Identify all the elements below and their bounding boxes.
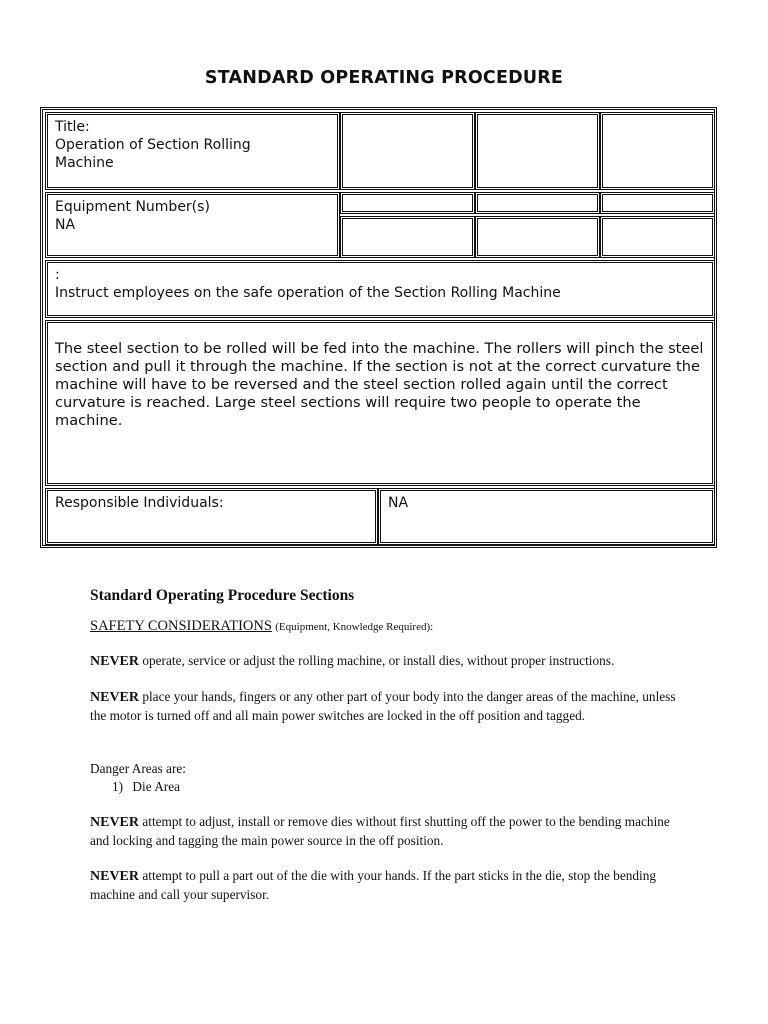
blank-cell-r1-c4 <box>600 112 715 190</box>
responsible-label: Responsible Individuals: <box>55 495 224 511</box>
purpose-cell <box>45 260 715 318</box>
never-item-2 <box>90 688 678 725</box>
blank-cell-r2a-c3 <box>475 192 600 214</box>
never-item-4 <box>90 867 678 904</box>
danger-list-item <box>90 778 690 796</box>
blank-cell-r2b-c3 <box>475 216 600 258</box>
blank-cell-r2b-c2 <box>340 216 475 258</box>
responsible-label-cell <box>45 488 378 545</box>
never-keyword: NEVER <box>90 654 140 669</box>
danger-areas <box>90 760 690 796</box>
never-item-1-text: operate, service or adjust the rolling machine, or install dies, without proper instructions. <box>142 653 615 668</box>
blank-cell-r2a-c2 <box>340 192 475 214</box>
title-line-2: Machine <box>55 155 114 171</box>
sections-heading: Standard Operating Procedure Sections <box>90 587 355 604</box>
document-title: STANDARD OPERATING PROCEDURE <box>204 68 564 88</box>
description-cell <box>45 320 715 486</box>
purpose-text: Instruct employees on the safe operation of the Section Rolling Machine <box>55 285 561 301</box>
title-cell <box>45 112 340 190</box>
blank-cell-r2a-c4 <box>600 192 715 214</box>
blank-cell-r1-c3 <box>475 112 600 190</box>
responsible-value: NA <box>388 495 409 511</box>
never-keyword: NEVER <box>90 690 140 705</box>
never-item-3 <box>90 813 678 850</box>
safety-considerations-label: SAFETY CONSIDERATIONS <box>90 618 272 634</box>
danger-list-number: 1) <box>112 779 124 794</box>
purpose-marker: : <box>55 267 60 283</box>
never-item-2-text: place your hands, fingers or any other part of your body into the danger areas of the machine, unless the motor is turned off and all main power switches are locked in the off position and tagged. <box>90 689 676 723</box>
equipment-label: Equipment Number(s) <box>55 199 210 215</box>
equipment-value: NA <box>55 217 76 233</box>
title-line-1: Operation of Section Rolling <box>55 137 251 153</box>
never-item-3-text: attempt to adjust, install or remove dies without first shutting off the power to the bending machine and locking and tagging the main power source in the off position. <box>90 814 670 848</box>
header-table <box>40 107 717 548</box>
blank-cell-r2b-c4 <box>600 216 715 258</box>
never-keyword: NEVER <box>90 815 140 830</box>
never-keyword: NEVER <box>90 869 140 884</box>
equipment-cell <box>45 192 340 258</box>
danger-list-text: Die Area <box>132 779 181 794</box>
never-item-4-text: attempt to pull a part out of the die with your hands. If the part sticks in the die, stop the bending machine and call your supervisor. <box>90 868 657 902</box>
title-label: Title: <box>55 119 90 135</box>
safety-considerations-note: (Equipment, Knowledge Required): <box>275 621 434 633</box>
never-item-1 <box>90 652 690 671</box>
sop-sections <box>90 587 690 605</box>
safety-considerations-line <box>90 617 690 636</box>
description-text: The steel section to be rolled will be fed into the machine. The rollers will pinch the steel section and pull it through the machine. If the section is not at the correct curvature the machine will have to be reversed and the steel section rolled again until the correct curvature is reached. Large steel sections will require two people to operate the machine. <box>55 340 704 429</box>
responsible-value-cell <box>378 488 715 545</box>
danger-areas-label: Danger Areas are: <box>90 761 186 776</box>
blank-cell-r1-c2 <box>340 112 475 190</box>
